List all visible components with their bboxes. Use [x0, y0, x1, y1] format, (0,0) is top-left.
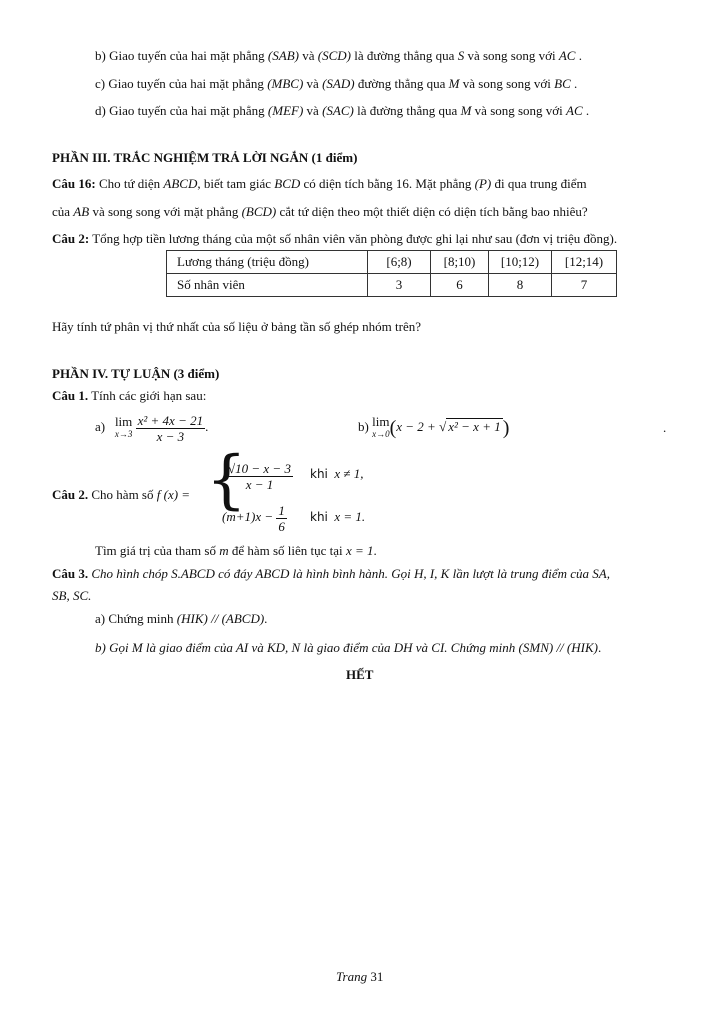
- c2-case2-fraction: [276, 503, 287, 534]
- c1-a-fraction: [136, 413, 205, 444]
- c3-a-expr: (HIK) // (ABCD): [176, 611, 265, 626]
- q16-text: cắt tứ diện theo một thiết diện có diện tích bằng bao nhiêu?: [276, 204, 588, 219]
- fraction-numerator: √10 − x − 3: [228, 460, 291, 476]
- c1-b-end: .: [663, 420, 667, 435]
- table-cell: 7: [552, 274, 617, 297]
- item-b-plane2: (SCD): [317, 48, 351, 63]
- c1-b-limit: [372, 416, 390, 440]
- q16-text: , biết tam giác: [197, 176, 275, 191]
- c3-a-text: a) Chứng minh: [95, 611, 177, 626]
- c2-task-m: m: [219, 543, 229, 558]
- c2-fx: f (x) =: [156, 487, 191, 502]
- c2-statement: [52, 487, 190, 503]
- item-d-pre: d) Giao tuyến của hai mặt phẳng: [95, 103, 268, 118]
- item-c-mid2: đường thẳng qua: [354, 76, 449, 91]
- c3-b-end: .: [597, 640, 602, 655]
- page-label: Trang: [336, 969, 368, 984]
- item-d-end: .: [582, 103, 590, 118]
- c2-cond: x = 1.: [334, 509, 366, 524]
- q2-statement: [52, 231, 617, 247]
- c1-a-limit: [115, 416, 133, 440]
- item-c-plane2: (SAD): [322, 76, 355, 91]
- c1-statement: [52, 388, 206, 404]
- q16-math: (BCD): [241, 204, 277, 219]
- q16-math: ABCD: [163, 176, 198, 191]
- item-d-plane2: (SAC): [322, 103, 354, 118]
- c2-case2-cond: [310, 509, 365, 525]
- item-b: [95, 48, 582, 64]
- c3-text: Cho hình chóp S.ABCD có đáy ABCD là hình bình hành. Gọi H, I, K lần lượt là trung điểm của SA,: [88, 566, 610, 581]
- item-b-mid2: là đường thẳng qua: [350, 48, 458, 63]
- table-cell: 3: [368, 274, 431, 297]
- table-cell: [10;12): [489, 251, 552, 274]
- q16-math: AB: [73, 204, 90, 219]
- item-d-mid1: và: [303, 103, 323, 118]
- item-c: [95, 76, 577, 92]
- c3-part-a: [95, 611, 267, 627]
- piecewise-brace: {: [206, 443, 247, 517]
- q16-label: Câu 16:: [52, 176, 96, 191]
- c2-case1-cond: [310, 466, 364, 482]
- c2-label: Câu 2.: [52, 487, 89, 502]
- c2-case2-expr: (m+1)x −: [222, 509, 274, 524]
- item-b-pre: b) Giao tuyến của hai mặt phẳng: [95, 48, 268, 63]
- limit-word: lim: [372, 414, 390, 430]
- c1-part-a: [95, 410, 208, 444]
- c3-line2: SB, SC.: [52, 588, 92, 603]
- fraction-denominator: x − 3: [156, 428, 185, 444]
- table-row: [167, 274, 617, 297]
- c2-case2: [222, 500, 287, 534]
- item-c-point: M: [448, 76, 460, 91]
- c1-a-end: .: [205, 419, 209, 434]
- c3-part-b: [95, 640, 601, 656]
- q16-line2: [52, 204, 588, 220]
- c2-task-text: Tìm giá trị của tham số: [95, 543, 220, 558]
- c1-b-label: b): [358, 419, 369, 434]
- limit-word: lim: [114, 414, 133, 430]
- c2-task-x: x = 1: [345, 543, 374, 558]
- part4-heading: PHẦN IV. TỰ LUẬN (3 điểm): [52, 366, 220, 381]
- table-row: [167, 251, 617, 274]
- item-c-end: .: [570, 76, 578, 91]
- c2-case1: [226, 458, 293, 492]
- item-d-plane1: (MEF): [267, 103, 304, 118]
- fraction-numerator: x² + 4x − 21: [137, 412, 204, 428]
- c3-label: Câu 3.: [52, 566, 89, 581]
- q16-math: (P): [474, 176, 492, 191]
- item-b-end: .: [575, 48, 582, 63]
- c1-part-b: b) lim x→0 (x − 2 + √ x² − x + 1 ): [358, 414, 510, 440]
- item-c-plane1: (MBC): [267, 76, 304, 91]
- end-marker: HẾT: [346, 667, 374, 682]
- c1-a-label: a): [95, 419, 106, 434]
- fraction-denominator: x − 1: [245, 476, 274, 492]
- item-d: [95, 103, 589, 119]
- c2-khi: khi: [310, 467, 328, 481]
- item-b-mid3: và song song với: [464, 48, 559, 63]
- c2-case1-fraction: [226, 461, 293, 492]
- c3-b-text: b) Gọi M là giao điểm của AI và KD, N là giao điểm của DH và CI. Chứng minh: [95, 640, 519, 655]
- limit-sub: x→0: [372, 429, 390, 440]
- item-d-mid2: là đường thẳng qua: [353, 103, 461, 118]
- limit-sub: x→3: [114, 429, 133, 440]
- item-c-line: BC: [554, 76, 571, 91]
- c1-b-expr: x − 2 +: [396, 419, 440, 434]
- q16-line1: [52, 176, 587, 192]
- item-d-mid3: và song song với: [471, 103, 567, 118]
- fraction-numerator: 1: [278, 502, 285, 518]
- c1-b-sqrt: x² − x + 1: [448, 419, 501, 434]
- table-cell: [6;8): [368, 251, 431, 274]
- q2-label: Câu 2:: [52, 231, 90, 246]
- item-b-line: AC: [558, 48, 576, 63]
- salary-frequency-table: [166, 250, 617, 297]
- c1-text: Tính các giới hạn sau:: [88, 388, 207, 403]
- item-b-plane1: (SAB): [267, 48, 299, 63]
- fraction-denominator: 6: [278, 518, 285, 534]
- c2-task-end: .: [373, 543, 377, 558]
- item-c-mid1: và: [303, 76, 323, 91]
- c2-task-text: để hàm số liên tục tại: [228, 543, 346, 558]
- q16-text: Cho tứ diện: [95, 176, 164, 191]
- item-d-point: M: [460, 103, 472, 118]
- c3-a-end: .: [264, 611, 268, 626]
- c3-b-expr: (SMN) // (HIK): [518, 640, 598, 655]
- c2-khi: khi: [310, 510, 328, 524]
- c2-cond: x ≠ 1,: [334, 466, 364, 481]
- item-c-pre: c) Giao tuyến của hai mặt phẳng: [95, 76, 268, 91]
- q16-text: của: [52, 204, 74, 219]
- item-c-mid3: và song song với: [459, 76, 555, 91]
- table-cell: [8;10): [431, 251, 489, 274]
- table-header-cell: Số nhân viên: [167, 274, 368, 297]
- q2-text: Tổng hợp tiền lương tháng của một số nhân viên văn phòng được ghi lại như sau (đơn vị triệu đồng).: [89, 231, 618, 246]
- item-b-mid1: và: [298, 48, 318, 63]
- table-cell: [12;14): [552, 251, 617, 274]
- part3-heading: PHẦN III. TRẮC NGHIỆM TRẢ LỜI NGẮN (1 điểm): [52, 150, 358, 165]
- table-header-cell: Lương tháng (triệu đồng): [167, 251, 368, 274]
- c2-text: Cho hàm số: [88, 487, 157, 502]
- q16-text: có diện tích bằng 16. Mặt phẳng: [300, 176, 475, 191]
- table-cell: 6: [431, 274, 489, 297]
- c2-task: [95, 543, 377, 559]
- page-number: 31: [370, 969, 384, 984]
- q16-text: và song song với mặt phẳng: [89, 204, 242, 219]
- table-cell: 8: [489, 274, 552, 297]
- c1-label: Câu 1.: [52, 388, 89, 403]
- q16-text: đi qua trung điểm: [491, 176, 587, 191]
- page-footer: [336, 969, 383, 985]
- q2-question: Hãy tính tứ phân vị thứ nhất của số liệu ở bảng tần số ghép nhóm trên?: [52, 319, 422, 334]
- item-d-line: AC: [566, 103, 583, 118]
- q16-math: BCD: [274, 176, 301, 191]
- c3-line1: [52, 566, 610, 582]
- item-b-point: S: [457, 48, 465, 63]
